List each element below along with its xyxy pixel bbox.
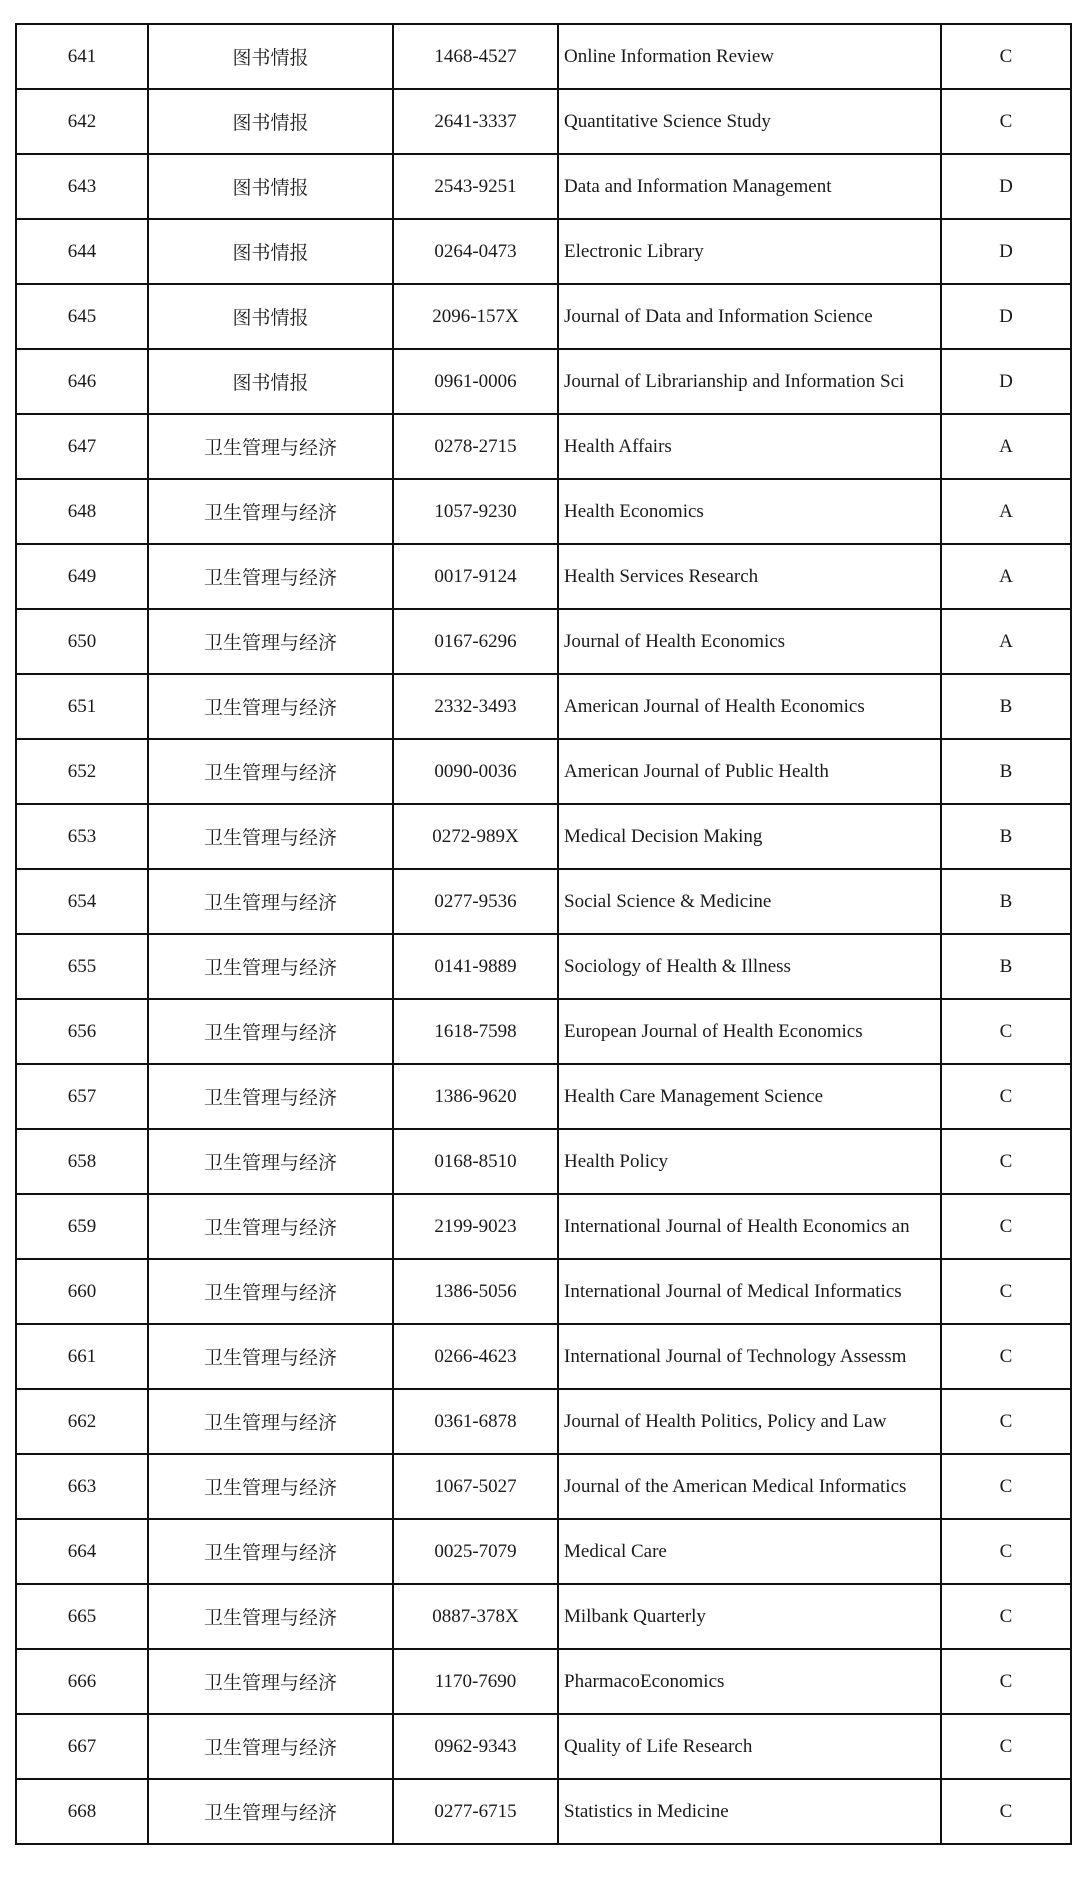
discipline-cell: 图书情报 <box>148 219 393 284</box>
row-number-cell: 641 <box>16 24 148 89</box>
journal-title-cell: Journal of Health Politics, Policy and Law <box>558 1389 941 1454</box>
table-row <box>16 1194 1071 1259</box>
journal-title-cell: Electronic Library <box>558 219 941 284</box>
discipline-cell: 卫生管理与经济 <box>148 1454 393 1519</box>
issn-cell: 0887-378X <box>393 1584 558 1649</box>
table-row <box>16 869 1071 934</box>
discipline-cell: 卫生管理与经济 <box>148 1584 393 1649</box>
journal-title-cell: Journal of Librarianship and Information Sci <box>558 349 941 414</box>
row-number-cell: 651 <box>16 674 148 739</box>
journal-title-cell: Statistics in Medicine <box>558 1779 941 1844</box>
journal-title-cell: Health Services Research <box>558 544 941 609</box>
grade-cell: C <box>941 1519 1071 1584</box>
journal-title-cell: Journal of the American Medical Informatics <box>558 1454 941 1519</box>
row-number-cell: 644 <box>16 219 148 284</box>
table-row <box>16 999 1071 1064</box>
row-number-cell: 659 <box>16 1194 148 1259</box>
grade-cell: D <box>941 284 1071 349</box>
table-row <box>16 1714 1071 1779</box>
table-body <box>16 24 1071 1844</box>
grade-cell: D <box>941 349 1071 414</box>
row-number-cell: 664 <box>16 1519 148 1584</box>
row-number-cell: 661 <box>16 1324 148 1389</box>
journal-title-cell: Medical Care <box>558 1519 941 1584</box>
table-row <box>16 739 1071 804</box>
discipline-cell: 卫生管理与经济 <box>148 1064 393 1129</box>
grade-cell: C <box>941 1454 1071 1519</box>
discipline-cell: 卫生管理与经济 <box>148 609 393 674</box>
table-row <box>16 674 1071 739</box>
grade-cell: D <box>941 154 1071 219</box>
issn-cell: 0264-0473 <box>393 219 558 284</box>
table-row <box>16 24 1071 89</box>
journal-title-cell: American Journal of Health Economics <box>558 674 941 739</box>
grade-cell: C <box>941 1259 1071 1324</box>
journal-title-cell: Online Information Review <box>558 24 941 89</box>
table-row <box>16 1324 1071 1389</box>
table-row <box>16 1129 1071 1194</box>
row-number-cell: 662 <box>16 1389 148 1454</box>
row-number-cell: 660 <box>16 1259 148 1324</box>
issn-cell: 1386-5056 <box>393 1259 558 1324</box>
table-row <box>16 154 1071 219</box>
journal-ranking-table <box>15 23 1072 1845</box>
journal-title-cell: American Journal of Public Health <box>558 739 941 804</box>
discipline-cell: 卫生管理与经济 <box>148 869 393 934</box>
issn-cell: 0167-6296 <box>393 609 558 674</box>
discipline-cell: 卫生管理与经济 <box>148 739 393 804</box>
issn-cell: 0361-6878 <box>393 1389 558 1454</box>
table-row <box>16 414 1071 479</box>
discipline-cell: 卫生管理与经济 <box>148 804 393 869</box>
table-row <box>16 89 1071 154</box>
row-number-cell: 657 <box>16 1064 148 1129</box>
grade-cell: B <box>941 674 1071 739</box>
issn-cell: 0272-989X <box>393 804 558 869</box>
issn-cell: 0141-9889 <box>393 934 558 999</box>
journal-title-cell: Quality of Life Research <box>558 1714 941 1779</box>
issn-cell: 1170-7690 <box>393 1649 558 1714</box>
row-number-cell: 655 <box>16 934 148 999</box>
table-row <box>16 1779 1071 1844</box>
grade-cell: B <box>941 739 1071 804</box>
issn-cell: 2543-9251 <box>393 154 558 219</box>
discipline-cell: 图书情报 <box>148 24 393 89</box>
grade-cell: B <box>941 869 1071 934</box>
table-row <box>16 219 1071 284</box>
grade-cell: A <box>941 609 1071 674</box>
grade-cell: C <box>941 1779 1071 1844</box>
journal-title-cell: Medical Decision Making <box>558 804 941 869</box>
grade-cell: C <box>941 1649 1071 1714</box>
table-row <box>16 479 1071 544</box>
issn-cell: 0090-0036 <box>393 739 558 804</box>
discipline-cell: 卫生管理与经济 <box>148 674 393 739</box>
issn-cell: 2641-3337 <box>393 89 558 154</box>
row-number-cell: 666 <box>16 1649 148 1714</box>
grade-cell: A <box>941 479 1071 544</box>
grade-cell: C <box>941 1389 1071 1454</box>
row-number-cell: 658 <box>16 1129 148 1194</box>
journal-title-cell: Social Science & Medicine <box>558 869 941 934</box>
issn-cell: 0961-0006 <box>393 349 558 414</box>
row-number-cell: 665 <box>16 1584 148 1649</box>
discipline-cell: 卫生管理与经济 <box>148 479 393 544</box>
table-row <box>16 1519 1071 1584</box>
discipline-cell: 卫生管理与经济 <box>148 414 393 479</box>
table-row <box>16 934 1071 999</box>
row-number-cell: 650 <box>16 609 148 674</box>
grade-cell: C <box>941 1194 1071 1259</box>
row-number-cell: 652 <box>16 739 148 804</box>
journal-title-cell: Journal of Data and Information Science <box>558 284 941 349</box>
journal-title-cell: International Journal of Medical Informatics <box>558 1259 941 1324</box>
grade-cell: C <box>941 89 1071 154</box>
journal-title-cell: Health Policy <box>558 1129 941 1194</box>
discipline-cell: 图书情报 <box>148 284 393 349</box>
discipline-cell: 卫生管理与经济 <box>148 1259 393 1324</box>
issn-cell: 0266-4623 <box>393 1324 558 1389</box>
discipline-cell: 卫生管理与经济 <box>148 544 393 609</box>
journal-title-cell: International Journal of Health Economics an <box>558 1194 941 1259</box>
row-number-cell: 647 <box>16 414 148 479</box>
discipline-cell: 卫生管理与经济 <box>148 1194 393 1259</box>
discipline-cell: 卫生管理与经济 <box>148 934 393 999</box>
table-row <box>16 609 1071 674</box>
issn-cell: 1067-5027 <box>393 1454 558 1519</box>
row-number-cell: 646 <box>16 349 148 414</box>
discipline-cell: 图书情报 <box>148 349 393 414</box>
issn-cell: 2332-3493 <box>393 674 558 739</box>
row-number-cell: 656 <box>16 999 148 1064</box>
table-row <box>16 1259 1071 1324</box>
discipline-cell: 卫生管理与经济 <box>148 1519 393 1584</box>
issn-cell: 0277-9536 <box>393 869 558 934</box>
discipline-cell: 卫生管理与经济 <box>148 1324 393 1389</box>
issn-cell: 2199-9023 <box>393 1194 558 1259</box>
grade-cell: B <box>941 804 1071 869</box>
grade-cell: D <box>941 219 1071 284</box>
table-row <box>16 349 1071 414</box>
grade-cell: C <box>941 1714 1071 1779</box>
issn-cell: 0277-6715 <box>393 1779 558 1844</box>
discipline-cell: 卫生管理与经济 <box>148 1779 393 1844</box>
row-number-cell: 663 <box>16 1454 148 1519</box>
row-number-cell: 645 <box>16 284 148 349</box>
table-row <box>16 1454 1071 1519</box>
discipline-cell: 图书情报 <box>148 154 393 219</box>
issn-cell: 1468-4527 <box>393 24 558 89</box>
grade-cell: C <box>941 1324 1071 1389</box>
grade-cell: A <box>941 414 1071 479</box>
row-number-cell: 653 <box>16 804 148 869</box>
grade-cell: B <box>941 934 1071 999</box>
discipline-cell: 图书情报 <box>148 89 393 154</box>
grade-cell: C <box>941 1584 1071 1649</box>
journal-title-cell: Health Care Management Science <box>558 1064 941 1129</box>
discipline-cell: 卫生管理与经济 <box>148 1389 393 1454</box>
journal-title-cell: Sociology of Health & Illness <box>558 934 941 999</box>
journal-title-cell: European Journal of Health Economics <box>558 999 941 1064</box>
grade-cell: C <box>941 999 1071 1064</box>
journal-title-cell: Data and Information Management <box>558 154 941 219</box>
table-row <box>16 1389 1071 1454</box>
table-row <box>16 544 1071 609</box>
grade-cell: A <box>941 544 1071 609</box>
issn-cell: 1618-7598 <box>393 999 558 1064</box>
row-number-cell: 642 <box>16 89 148 154</box>
issn-cell: 0017-9124 <box>393 544 558 609</box>
row-number-cell: 649 <box>16 544 148 609</box>
issn-cell: 0168-8510 <box>393 1129 558 1194</box>
issn-cell: 0025-7079 <box>393 1519 558 1584</box>
grade-cell: C <box>941 1064 1071 1129</box>
table-row <box>16 1584 1071 1649</box>
journal-title-cell: Quantitative Science Study <box>558 89 941 154</box>
row-number-cell: 643 <box>16 154 148 219</box>
journal-title-cell: Journal of Health Economics <box>558 609 941 674</box>
discipline-cell: 卫生管理与经济 <box>148 1649 393 1714</box>
table-row <box>16 1649 1071 1714</box>
grade-cell: C <box>941 1129 1071 1194</box>
journal-title-cell: Health Economics <box>558 479 941 544</box>
table-row <box>16 1064 1071 1129</box>
issn-cell: 1057-9230 <box>393 479 558 544</box>
row-number-cell: 648 <box>16 479 148 544</box>
discipline-cell: 卫生管理与经济 <box>148 999 393 1064</box>
issn-cell: 0962-9343 <box>393 1714 558 1779</box>
discipline-cell: 卫生管理与经济 <box>148 1129 393 1194</box>
grade-cell: C <box>941 24 1071 89</box>
discipline-cell: 卫生管理与经济 <box>148 1714 393 1779</box>
table-row <box>16 804 1071 869</box>
journal-title-cell: Milbank Quarterly <box>558 1584 941 1649</box>
table-row <box>16 284 1071 349</box>
issn-cell: 1386-9620 <box>393 1064 558 1129</box>
row-number-cell: 667 <box>16 1714 148 1779</box>
issn-cell: 2096-157X <box>393 284 558 349</box>
journal-title-cell: PharmacoEconomics <box>558 1649 941 1714</box>
row-number-cell: 654 <box>16 869 148 934</box>
row-number-cell: 668 <box>16 1779 148 1844</box>
issn-cell: 0278-2715 <box>393 414 558 479</box>
journal-title-cell: Health Affairs <box>558 414 941 479</box>
journal-title-cell: International Journal of Technology Assessm <box>558 1324 941 1389</box>
